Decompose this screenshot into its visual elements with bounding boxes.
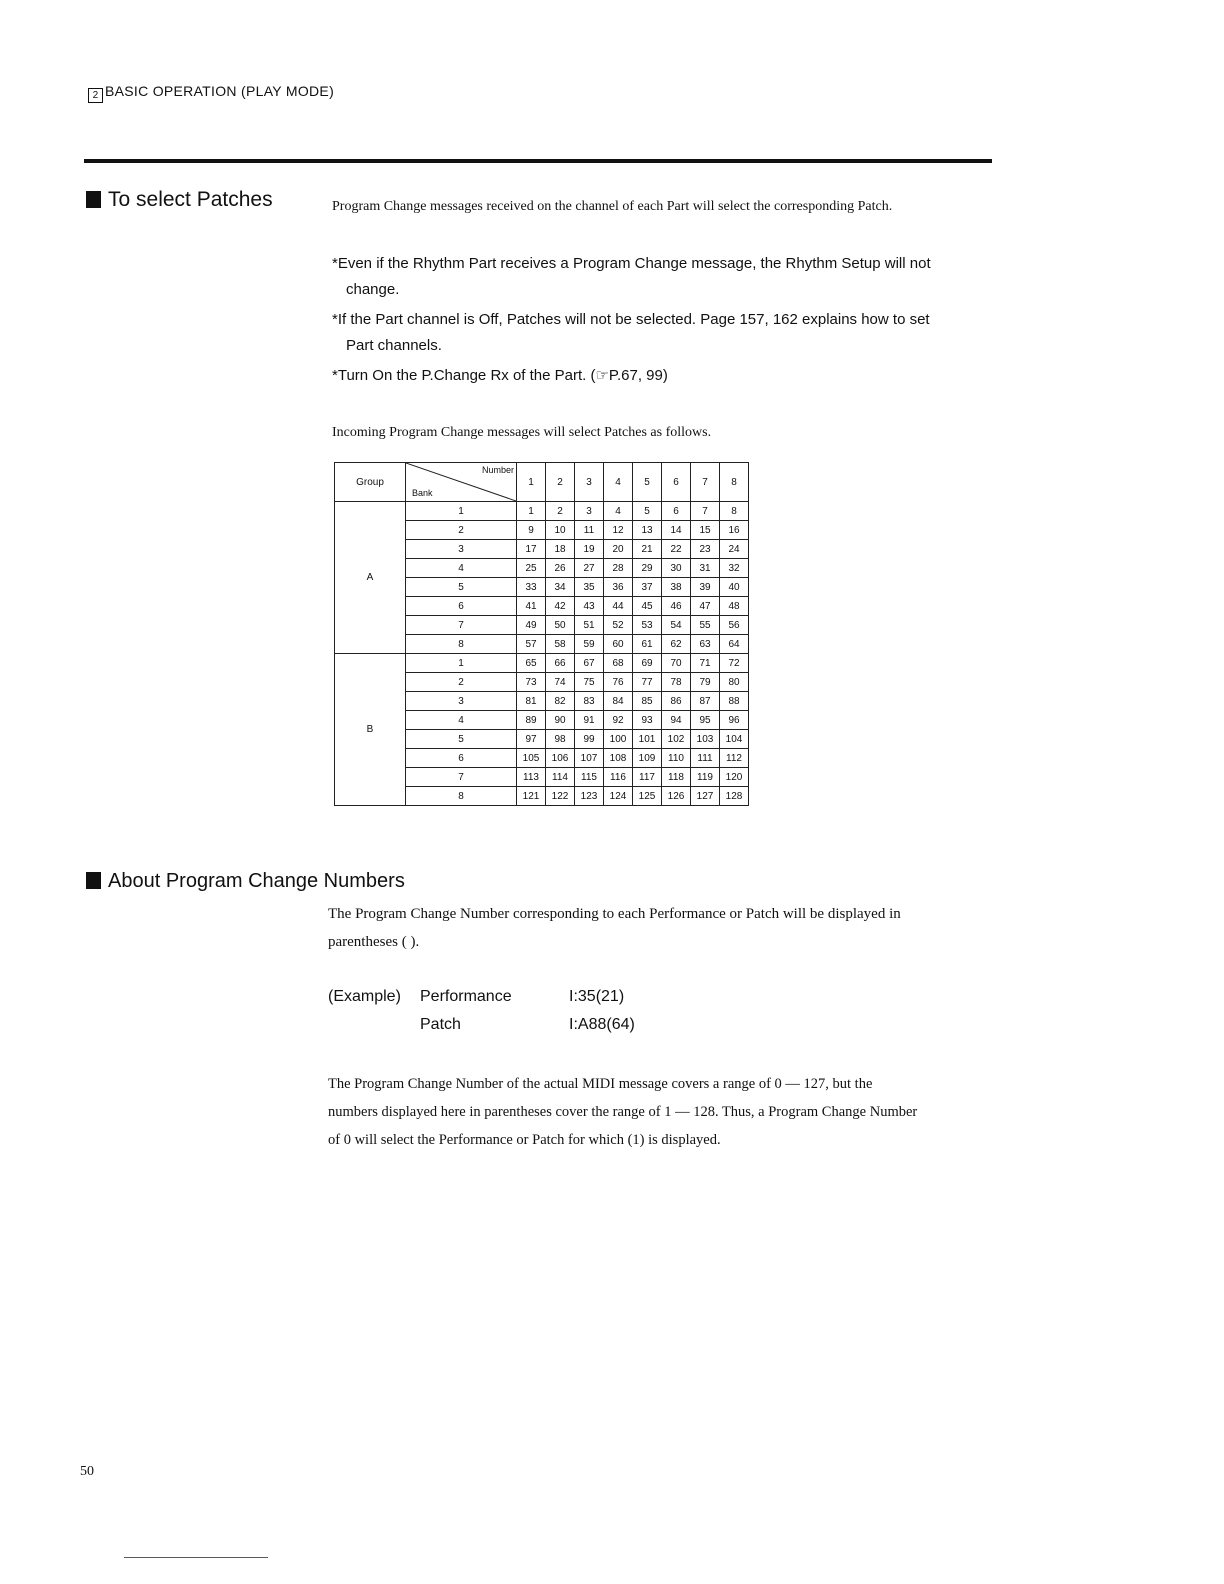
section-title-program-change-numbers: About Program Change Numbers xyxy=(86,870,405,893)
note-line: Part channels. xyxy=(346,337,442,354)
patch-number-cell: 103 xyxy=(691,730,720,749)
bank-cell: 5 xyxy=(406,730,517,749)
patch-number-cell: 63 xyxy=(691,635,720,654)
patch-number-cell: 71 xyxy=(691,654,720,673)
patch-number-cell: 1 xyxy=(517,502,546,521)
patch-number-cell: 100 xyxy=(604,730,633,749)
patch-number-cell: 24 xyxy=(720,540,749,559)
patch-number-cell: 91 xyxy=(575,711,604,730)
example-label: (Example) xyxy=(328,988,401,1005)
table-header-row xyxy=(335,463,749,502)
patch-number-cell: 38 xyxy=(662,578,691,597)
bank-cell: 2 xyxy=(406,521,517,540)
patch-number-cell: 119 xyxy=(691,768,720,787)
patch-number-cell: 81 xyxy=(517,692,546,711)
number-header-cell: 1 xyxy=(517,463,546,502)
patch-number-cell: 32 xyxy=(720,559,749,578)
patch-number-cell: 9 xyxy=(517,521,546,540)
patch-number-cell: 43 xyxy=(575,597,604,616)
patch-number-cell: 50 xyxy=(546,616,575,635)
patch-number-cell: 59 xyxy=(575,635,604,654)
header-text: BASIC OPERATION (PLAY MODE) xyxy=(105,83,335,99)
patch-number-cell: 45 xyxy=(633,597,662,616)
patch-number-cell: 56 xyxy=(720,616,749,635)
bank-cell: 4 xyxy=(406,711,517,730)
patch-number-cell: 52 xyxy=(604,616,633,635)
patch-number-cell: 22 xyxy=(662,540,691,559)
patch-number-cell: 17 xyxy=(517,540,546,559)
patch-number-cell: 4 xyxy=(604,502,633,521)
number-header-cell: 3 xyxy=(575,463,604,502)
patch-number-cell: 128 xyxy=(720,787,749,806)
number-header-cell: 2 xyxy=(546,463,575,502)
patch-number-cell: 90 xyxy=(546,711,575,730)
patch-number-cell: 60 xyxy=(604,635,633,654)
bank-cell: 8 xyxy=(406,787,517,806)
number-header-cell: 8 xyxy=(720,463,749,502)
patch-number-cell: 21 xyxy=(633,540,662,559)
bank-cell: 8 xyxy=(406,635,517,654)
number-header-cell: 7 xyxy=(691,463,720,502)
patch-number-cell: 15 xyxy=(691,521,720,540)
patch-number-cell: 108 xyxy=(604,749,633,768)
bank-cell: 6 xyxy=(406,749,517,768)
section1-intro: Program Change messages received on the channel of each Part will select the corresponding Patch. xyxy=(332,199,893,214)
patch-number-cell: 83 xyxy=(575,692,604,711)
header-rule xyxy=(84,159,992,163)
patch-number-cell: 34 xyxy=(546,578,575,597)
patch-number-cell: 7 xyxy=(691,502,720,521)
patch-number-cell: 121 xyxy=(517,787,546,806)
table-caption: Incoming Program Change messages will select Patches as follows. xyxy=(332,425,712,440)
patch-number-cell: 113 xyxy=(517,768,546,787)
paragraph-line: The Program Change Number corresponding to each Performance or Patch will be displayed in xyxy=(328,906,901,922)
group-header: Group xyxy=(335,463,406,502)
note-line: *Even if the Rhythm Part receives a Program Change message, the Rhythm Setup will not xyxy=(332,255,931,272)
bank-cell: 2 xyxy=(406,673,517,692)
bank-cell: 7 xyxy=(406,768,517,787)
patch-number-cell: 94 xyxy=(662,711,691,730)
patch-number-cell: 57 xyxy=(517,635,546,654)
bank-cell: 1 xyxy=(406,502,517,521)
patch-number-cell: 109 xyxy=(633,749,662,768)
patch-number-cell: 49 xyxy=(517,616,546,635)
patch-number-cell: 65 xyxy=(517,654,546,673)
patch-number-cell: 127 xyxy=(691,787,720,806)
patch-number-cell: 104 xyxy=(720,730,749,749)
number-label: Number xyxy=(481,465,514,475)
patch-number-cell: 41 xyxy=(517,597,546,616)
paragraph-line: numbers displayed here in parentheses cover the range of 1 — 128. Thus, a Program Change Number xyxy=(328,1104,918,1120)
section-title-select-patches: To select Patches xyxy=(86,188,273,212)
patch-number-cell: 48 xyxy=(720,597,749,616)
example-name: Performance xyxy=(420,988,512,1005)
patch-number-cell: 117 xyxy=(633,768,662,787)
patch-number-cell: 19 xyxy=(575,540,604,559)
patch-number-cell: 16 xyxy=(720,521,749,540)
chapter-mark: 2 xyxy=(88,88,103,103)
patch-number-cell: 77 xyxy=(633,673,662,692)
table-row xyxy=(335,502,749,521)
bank-cell: 3 xyxy=(406,540,517,559)
patch-number-cell: 11 xyxy=(575,521,604,540)
patch-number-cell: 12 xyxy=(604,521,633,540)
patch-number-cell: 87 xyxy=(691,692,720,711)
example-name: Patch xyxy=(420,1016,461,1033)
patch-number-cell: 82 xyxy=(546,692,575,711)
patch-number-cell: 116 xyxy=(604,768,633,787)
patch-number-cell: 6 xyxy=(662,502,691,521)
paragraph-line: parentheses ( ). xyxy=(328,934,420,950)
patch-number-cell: 105 xyxy=(517,749,546,768)
patch-number-cell: 72 xyxy=(720,654,749,673)
patch-number-cell: 70 xyxy=(662,654,691,673)
patch-number-cell: 33 xyxy=(517,578,546,597)
patch-number-cell: 96 xyxy=(720,711,749,730)
patch-number-cell: 126 xyxy=(662,787,691,806)
section1-notes xyxy=(332,251,992,389)
patch-number-cell: 89 xyxy=(517,711,546,730)
patch-number-cell: 62 xyxy=(662,635,691,654)
patch-number-cell: 18 xyxy=(546,540,575,559)
patch-number-cell: 95 xyxy=(691,711,720,730)
patch-number-cell: 98 xyxy=(546,730,575,749)
patch-number-cell: 31 xyxy=(691,559,720,578)
note-line: change. xyxy=(346,281,400,298)
patch-number-cell: 85 xyxy=(633,692,662,711)
patch-number-cell: 115 xyxy=(575,768,604,787)
patch-number-cell: 67 xyxy=(575,654,604,673)
patch-number-cell: 74 xyxy=(546,673,575,692)
patch-number-cell: 37 xyxy=(633,578,662,597)
number-header-cell: 5 xyxy=(633,463,662,502)
bank-cell: 1 xyxy=(406,654,517,673)
table-row xyxy=(335,654,749,673)
patch-number-cell: 5 xyxy=(633,502,662,521)
patch-number-cell: 114 xyxy=(546,768,575,787)
group-cell: A xyxy=(335,502,406,654)
page-number: 50 xyxy=(80,1464,94,1479)
patch-number-cell: 97 xyxy=(517,730,546,749)
patch-number-cell: 55 xyxy=(691,616,720,635)
patch-number-cell: 86 xyxy=(662,692,691,711)
bank-cell: 3 xyxy=(406,692,517,711)
patch-number-cell: 42 xyxy=(546,597,575,616)
patch-number-cell: 106 xyxy=(546,749,575,768)
patch-number-cell: 123 xyxy=(575,787,604,806)
paragraph-line: of 0 will select the Performance or Patch for which (1) is displayed. xyxy=(328,1132,721,1148)
patch-number-cell: 27 xyxy=(575,559,604,578)
patch-number-cell: 125 xyxy=(633,787,662,806)
square-bullet-icon xyxy=(86,872,101,889)
patch-number-cell: 92 xyxy=(604,711,633,730)
patch-number-cell: 110 xyxy=(662,749,691,768)
patch-number-cell: 3 xyxy=(575,502,604,521)
patch-number-cell: 29 xyxy=(633,559,662,578)
patch-number-cell: 88 xyxy=(720,692,749,711)
patch-number-cell: 120 xyxy=(720,768,749,787)
patch-number-cell: 36 xyxy=(604,578,633,597)
patch-table xyxy=(334,462,749,806)
patch-number-cell: 2 xyxy=(546,502,575,521)
patch-number-cell: 111 xyxy=(691,749,720,768)
square-bullet-icon xyxy=(86,191,101,208)
patch-number-cell: 122 xyxy=(546,787,575,806)
patch-number-cell: 73 xyxy=(517,673,546,692)
patch-number-cell: 99 xyxy=(575,730,604,749)
bottom-line xyxy=(124,1557,268,1558)
patch-number-cell: 79 xyxy=(691,673,720,692)
patch-number-cell: 30 xyxy=(662,559,691,578)
number-header-cell: 6 xyxy=(662,463,691,502)
note-line: *Turn On the P.Change Rx of the Part. (☞P.67, 99) xyxy=(332,367,668,384)
patch-number-cell: 20 xyxy=(604,540,633,559)
patch-number-cell: 76 xyxy=(604,673,633,692)
section2-paragraph1 xyxy=(328,900,901,956)
patch-number-cell: 93 xyxy=(633,711,662,730)
patch-number-cell: 58 xyxy=(546,635,575,654)
patch-number-cell: 66 xyxy=(546,654,575,673)
patch-number-cell: 14 xyxy=(662,521,691,540)
patch-number-cell: 23 xyxy=(691,540,720,559)
page-header xyxy=(88,83,334,103)
patch-number-cell: 51 xyxy=(575,616,604,635)
patch-number-cell: 69 xyxy=(633,654,662,673)
patch-number-cell: 107 xyxy=(575,749,604,768)
section2-paragraph2 xyxy=(328,1070,917,1154)
patch-number-cell: 68 xyxy=(604,654,633,673)
patch-number-cell: 75 xyxy=(575,673,604,692)
patch-number-cell: 35 xyxy=(575,578,604,597)
note-line: *If the Part channel is Off, Patches will not be selected. Page 157, 162 explains how to set xyxy=(332,311,930,328)
paragraph-line: The Program Change Number of the actual MIDI message covers a range of 0 — 127, but the xyxy=(328,1076,873,1092)
patch-number-cell: 39 xyxy=(691,578,720,597)
patch-number-cell: 101 xyxy=(633,730,662,749)
patch-number-cell: 28 xyxy=(604,559,633,578)
bank-cell: 7 xyxy=(406,616,517,635)
patch-number-cell: 8 xyxy=(720,502,749,521)
group-cell: B xyxy=(335,654,406,806)
example-value: I:35(21) xyxy=(569,988,625,1005)
patch-number-cell: 102 xyxy=(662,730,691,749)
patch-number-cell: 54 xyxy=(662,616,691,635)
bank-label: Bank xyxy=(412,488,433,498)
patch-number-cell: 25 xyxy=(517,559,546,578)
patch-number-cell: 112 xyxy=(720,749,749,768)
bank-number-header xyxy=(406,463,517,502)
patch-number-cell: 44 xyxy=(604,597,633,616)
patch-number-cell: 40 xyxy=(720,578,749,597)
example-value: I:A88(64) xyxy=(569,1016,635,1033)
patch-number-cell: 46 xyxy=(662,597,691,616)
patch-number-cell: 53 xyxy=(633,616,662,635)
patch-number-cell: 13 xyxy=(633,521,662,540)
patch-number-cell: 80 xyxy=(720,673,749,692)
patch-number-cell: 64 xyxy=(720,635,749,654)
patch-number-cell: 78 xyxy=(662,673,691,692)
patch-number-cell: 124 xyxy=(604,787,633,806)
patch-number-cell: 26 xyxy=(546,559,575,578)
bank-cell: 4 xyxy=(406,559,517,578)
bank-cell: 5 xyxy=(406,578,517,597)
number-header-cell: 4 xyxy=(604,463,633,502)
patch-number-cell: 61 xyxy=(633,635,662,654)
patch-number-cell: 118 xyxy=(662,768,691,787)
patch-number-cell: 47 xyxy=(691,597,720,616)
patch-number-cell: 10 xyxy=(546,521,575,540)
bank-cell: 6 xyxy=(406,597,517,616)
patch-number-cell: 84 xyxy=(604,692,633,711)
